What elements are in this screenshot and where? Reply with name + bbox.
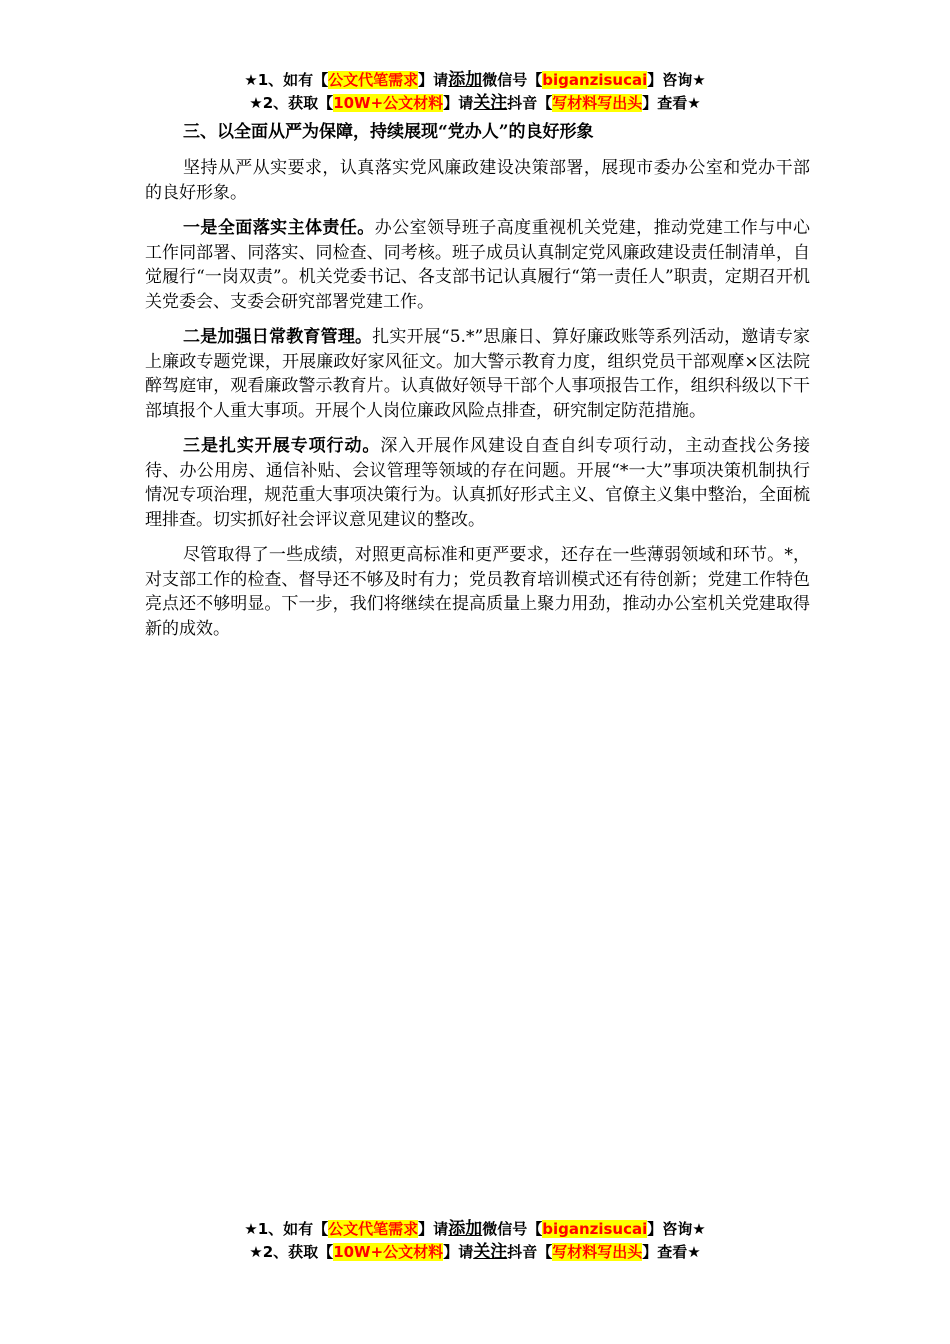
point-text: 扎实开展“5.*”思廉日、算好廉政账等系列活动，邀请专家上廉政专题党课，开展廉政好家风征文。加大警示教育力度，组织党员干部观摩×区法院醉驾庭审，观看廉政警示教育片。认真做好领导干部个人事项报告工作，组织科级以下干部填报个人重大事项。开展个人岗位廉政风险点排查，研究制定防范措施。 xyxy=(145,327,810,421)
point-lead: 三是扎实开展专项行动。 xyxy=(183,436,381,456)
intro-paragraph: 坚持从严从实要求，认真落实党风廉政建设决策部署，展现市委办公室和党办干部的良好形象。 xyxy=(145,158,810,203)
highlight-douyin-account: 写材料写出头 xyxy=(552,1243,643,1261)
footer-banner xyxy=(0,1218,950,1264)
highlight-douyin-account: 写材料写出头 xyxy=(552,94,643,112)
point-lead: 一是全面落实主体责任。 xyxy=(183,218,375,238)
emphasis-follow: 关注 xyxy=(473,1242,508,1262)
banner-line-1 xyxy=(0,1218,950,1241)
section-heading: 三、以全面从严为保障，持续展现“党办人”的良好形象 xyxy=(183,122,594,142)
banner-text: 】请 xyxy=(443,94,474,112)
banner-text: 】查看★ xyxy=(642,94,701,112)
banner-text: 】请 xyxy=(418,1220,449,1238)
banner-text: 抖音【 xyxy=(507,1243,553,1261)
banner-text: ★2、获取【 xyxy=(249,1243,334,1261)
banner-text: ★1、如有【 xyxy=(244,71,329,89)
banner-text: 微信号【 xyxy=(482,1220,543,1238)
banner-text: 】请 xyxy=(443,1243,474,1261)
point-paragraph-3 xyxy=(145,434,810,532)
highlight-service: 公文代笔需求 xyxy=(328,71,419,89)
banner-line-2 xyxy=(0,92,950,115)
banner-text: 抖音【 xyxy=(507,94,553,112)
emphasis-follow: 关注 xyxy=(473,93,508,113)
banner-text: 微信号【 xyxy=(482,71,543,89)
point-paragraph-2 xyxy=(145,325,810,423)
highlight-wechat-id: biganzisucai xyxy=(542,71,648,89)
point-text: 深入开展作风建设自查自纠专项行动，主动查找公务接待、办公用房、通信补贴、会议管理等领域的存在问题。开展“*一大”事项决策机制执行情况专项治理，规范重大事项决策行为。认真抓好形式主义、官僚主义集中整治，全面梳理排查。切实抓好社会评议意见建议的整改。 xyxy=(145,436,811,530)
point-lead: 二是加强日常教育管理。 xyxy=(183,327,373,347)
emphasis-add: 添加 xyxy=(448,1219,483,1239)
point-text: 办公室领导班子高度重视机关党建，推动党建工作与中心工作同部署、同落实、同检查、同考核。班子成员认真制定党风廉政建设责任制清单，自觉履行“一岗双责”。机关党委书记、各支部书记认真履行“第一责任人”职责，定期召开机关党委会、支委会研究部署党建工作。 xyxy=(145,218,811,312)
banner-line-1 xyxy=(0,69,950,92)
highlight-service: 公文代笔需求 xyxy=(328,1220,419,1238)
highlight-materials: 10W+公文材料 xyxy=(333,1243,444,1261)
header-banner xyxy=(0,69,950,115)
banner-text: 】咨询★ xyxy=(647,1220,706,1238)
document-body xyxy=(145,120,810,652)
banner-text: 】咨询★ xyxy=(647,71,706,89)
point-paragraph-1 xyxy=(145,216,810,314)
banner-text: 】查看★ xyxy=(642,1243,701,1261)
highlight-wechat-id: biganzisucai xyxy=(542,1220,648,1238)
banner-text: ★2、获取【 xyxy=(249,94,334,112)
emphasis-add: 添加 xyxy=(448,70,483,90)
highlight-materials: 10W+公文材料 xyxy=(333,94,444,112)
banner-line-2 xyxy=(0,1241,950,1264)
banner-text: 】请 xyxy=(418,71,449,89)
banner-text: ★1、如有【 xyxy=(244,1220,329,1238)
closing-paragraph: 尽管取得了一些成绩，对照更高标准和更严要求，还存在一些薄弱领域和环节。*，对支部工作的检查、督导还不够及时有力；党员教育培训模式还有待创新；党建工作特色亮点还不够明显。下一步，我们将继续在提高质量上聚力用劲，推动办公室机关党建取得新的成效。 xyxy=(145,545,810,639)
